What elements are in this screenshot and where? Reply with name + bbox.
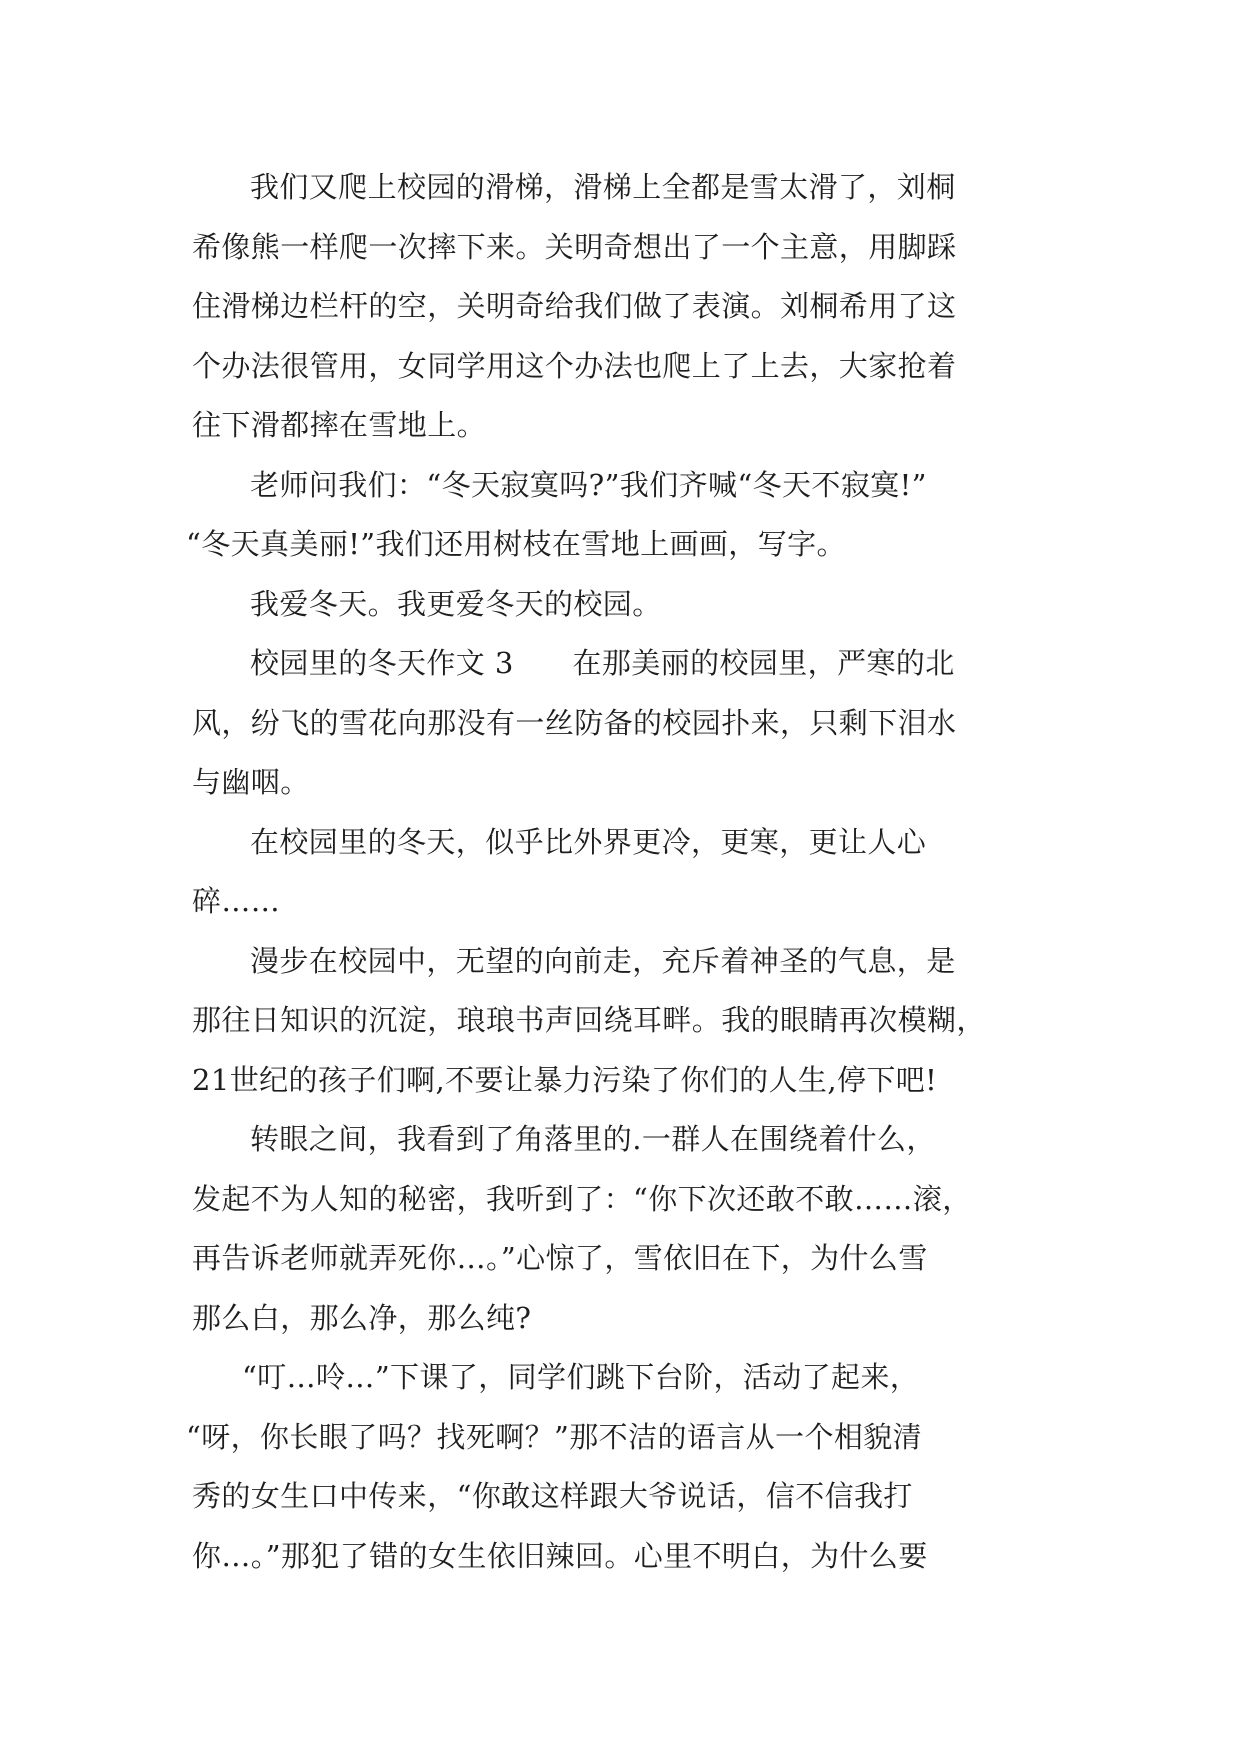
text-line: 我们又爬上校园的滑梯，滑梯上全都是雪太滑了，刘桐 [250, 170, 956, 204]
text-line: 那往日知识的沉淀，琅琅书声回绕耳畔。我的眼睛再次模糊， [192, 1003, 986, 1037]
text-line: “叮…呤…”下课了，同学们跳下台阶，活动了起来， [242, 1360, 920, 1394]
text-line: 你…。”那犯了错的女生依旧辣回。心里不明白，为什么要 [192, 1538, 928, 1573]
text-line: 再告诉老师就弄死你…。”心惊了，雪依旧在下，为什么雪 [192, 1241, 928, 1275]
text-line: 个办法很管用，女同学用这个办法也爬上了上去，大家抢着 [192, 348, 957, 383]
text-line: 风，纷飞的雪花向那没有一丝防备的校园扑来，只剩下泪水 [192, 705, 957, 740]
text-line: 我爱冬天。我更爱冬天的校园。 [250, 586, 662, 621]
text-line: 转眼之间，我看到了角落里的.一群人在围绕着什么， [250, 1122, 936, 1156]
text-line: 与幽咽。 [192, 765, 310, 799]
text-line: 希像熊一样爬一次摔下来。关明奇想出了一个主意，用脚踩 [192, 229, 957, 264]
essay-body [186, 158, 1062, 1586]
text-line: 碎…… [192, 884, 281, 918]
text-line: 秀的女生口中传来，“你敢这样跟大爷说话，信不信我打 [192, 1479, 913, 1513]
text-line: “呀，你长眼了吗？找死啊？”那不洁的语言从一个相貌清 [186, 1419, 923, 1454]
text-line: 住滑梯边栏杆的空，关明奇给我们做了表演。刘桐希用了这 [192, 289, 957, 323]
text-line: 发起不为人知的秘密，我听到了：“你下次还敢不敢……滚， [192, 1181, 972, 1216]
text-line: 往下滑都摔在雪地上。 [192, 408, 487, 442]
text-line: 漫步在校园中，无望的向前走，充斥着神圣的气息，是 [250, 943, 956, 978]
text-line: 老师问我们：“冬天寂寞吗?”我们齐喊“冬天不寂寞!” [250, 467, 927, 502]
text-line: 那么白，那么净，那么纯? [192, 1300, 532, 1335]
text-line: 21世纪的孩子们啊,不要让暴力污染了你们的人生,停下吧! [192, 1062, 938, 1097]
text-line: “冬天真美丽!”我们还用树枝在雪地上画画，写字。 [186, 527, 846, 561]
text-line: 在校园里的冬天，似乎比外界更冷，更寒，更让人心 [250, 824, 927, 859]
text-line: 校园里的冬天作文 3 在那美丽的校园里，严寒的北 [250, 646, 955, 680]
